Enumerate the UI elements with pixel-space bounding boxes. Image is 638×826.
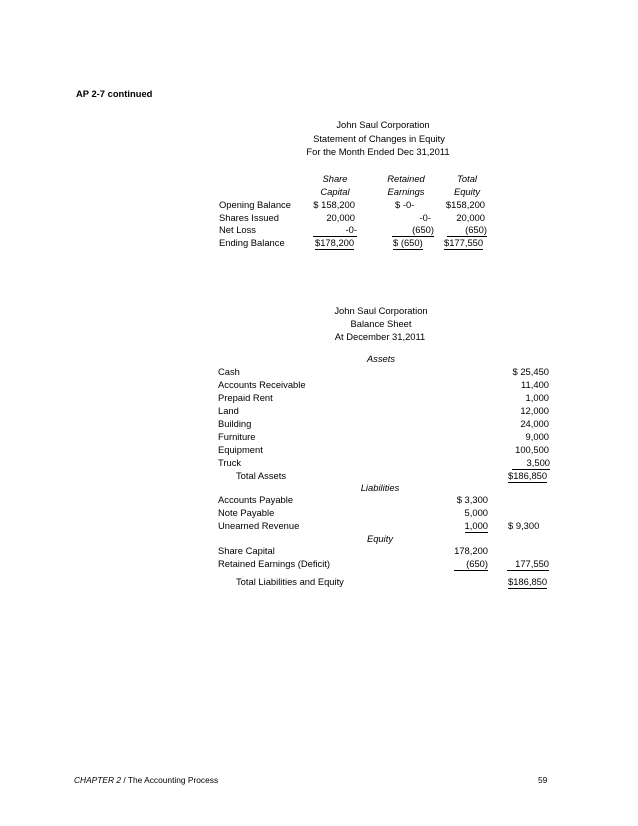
total-le-label: Total Liabilities and Equity bbox=[236, 576, 344, 587]
footer-chapter bbox=[74, 774, 218, 786]
assets-heading: Assets bbox=[366, 353, 396, 364]
soe-period: For the Month Ended Dec 31,2011 bbox=[306, 146, 450, 157]
liabilities-heading: Liabilities bbox=[360, 482, 400, 493]
asset-amount: $ 25,450 bbox=[512, 366, 549, 377]
soe-row-total: $177,550 bbox=[444, 237, 484, 248]
asset-label: Equipment bbox=[218, 444, 263, 455]
soe-row-share: $ 158,200 bbox=[313, 199, 355, 210]
liability-amount: 5,000 bbox=[464, 507, 488, 518]
soe-row-retained: $ -0- bbox=[395, 199, 415, 210]
asset-amount: 1,000 bbox=[525, 392, 549, 403]
soe-row-total: 20,000 bbox=[456, 212, 485, 223]
equity-label: Retained Earnings (Deficit) bbox=[218, 558, 331, 569]
liability-label: Accounts Payable bbox=[218, 494, 294, 505]
soe-row-label: Opening Balance bbox=[219, 199, 291, 210]
equity-amount: (650) bbox=[454, 558, 488, 571]
total-liabilities-amount: $ 9,300 bbox=[508, 520, 540, 531]
soe-header-total-2: Equity bbox=[453, 186, 481, 197]
soe-header-share-2: Capital bbox=[320, 186, 350, 197]
soe-row-retained: (650) bbox=[392, 224, 434, 237]
total-assets-label: Total Assets bbox=[236, 470, 287, 481]
soe-row-retained: $ (650) bbox=[393, 237, 423, 248]
asset-label: Accounts Receivable bbox=[218, 379, 306, 390]
footer-chapter-title: / The Accounting Process bbox=[121, 775, 219, 785]
soe-header-retained-1: Retained bbox=[387, 173, 425, 184]
asset-amount: 3,500 bbox=[512, 457, 550, 470]
asset-label: Furniture bbox=[218, 431, 256, 442]
equity-amount: 178,200 bbox=[454, 545, 488, 556]
asset-label: Truck bbox=[218, 457, 242, 468]
asset-amount: 100,500 bbox=[515, 444, 549, 455]
liability-amount: $ 3,300 bbox=[456, 494, 488, 505]
asset-label: Cash bbox=[218, 366, 240, 377]
asset-amount: 11,400 bbox=[521, 379, 549, 390]
soe-company: John Saul Corporation bbox=[336, 119, 430, 130]
soe-row-label: Ending Balance bbox=[219, 237, 285, 248]
section-title: AP 2-7 continued bbox=[76, 88, 153, 99]
soe-row-label: Shares Issued bbox=[219, 212, 279, 223]
page-number: 59 bbox=[538, 775, 548, 785]
soe-row-share: -0- bbox=[313, 224, 357, 237]
total-equity-amount: 177,550 bbox=[507, 558, 549, 571]
soe-header-share-1: Share bbox=[322, 173, 348, 184]
equity-heading: Equity bbox=[366, 533, 394, 544]
asset-label: Building bbox=[218, 418, 252, 429]
bs-title: Balance Sheet bbox=[350, 318, 412, 329]
liability-label: Note Payable bbox=[218, 507, 275, 518]
bs-date: At December 31,2011 bbox=[334, 331, 426, 342]
asset-label: Prepaid Rent bbox=[218, 392, 273, 403]
soe-row-label: Net Loss bbox=[219, 224, 256, 235]
total-assets-amount: $186,850 bbox=[508, 470, 548, 481]
footer-chapter-number: CHAPTER 2 bbox=[74, 775, 122, 785]
soe-row-share: 20,000 bbox=[326, 212, 355, 223]
liability-amount: 1,000 bbox=[464, 520, 488, 531]
asset-label: Land bbox=[218, 405, 239, 416]
equity-label: Share Capital bbox=[218, 545, 275, 556]
soe-row-total: (650) bbox=[447, 224, 487, 237]
total-le-amount: $186,850 bbox=[508, 576, 548, 587]
soe-row-share: $178,200 bbox=[315, 237, 355, 248]
asset-amount: 12,000 bbox=[520, 405, 549, 416]
bs-company: John Saul Corporation bbox=[334, 305, 428, 316]
asset-amount: 9,000 bbox=[525, 431, 549, 442]
soe-header-total-1: Total bbox=[457, 173, 477, 184]
asset-amount: 24,000 bbox=[520, 418, 549, 429]
soe-title: Statement of Changes in Equity bbox=[313, 133, 445, 144]
soe-row-total: $158,200 bbox=[445, 199, 485, 210]
soe-header-retained-2: Earnings bbox=[387, 186, 425, 197]
liability-label: Unearned Revenue bbox=[218, 520, 300, 531]
soe-row-retained: -0- bbox=[419, 212, 431, 223]
